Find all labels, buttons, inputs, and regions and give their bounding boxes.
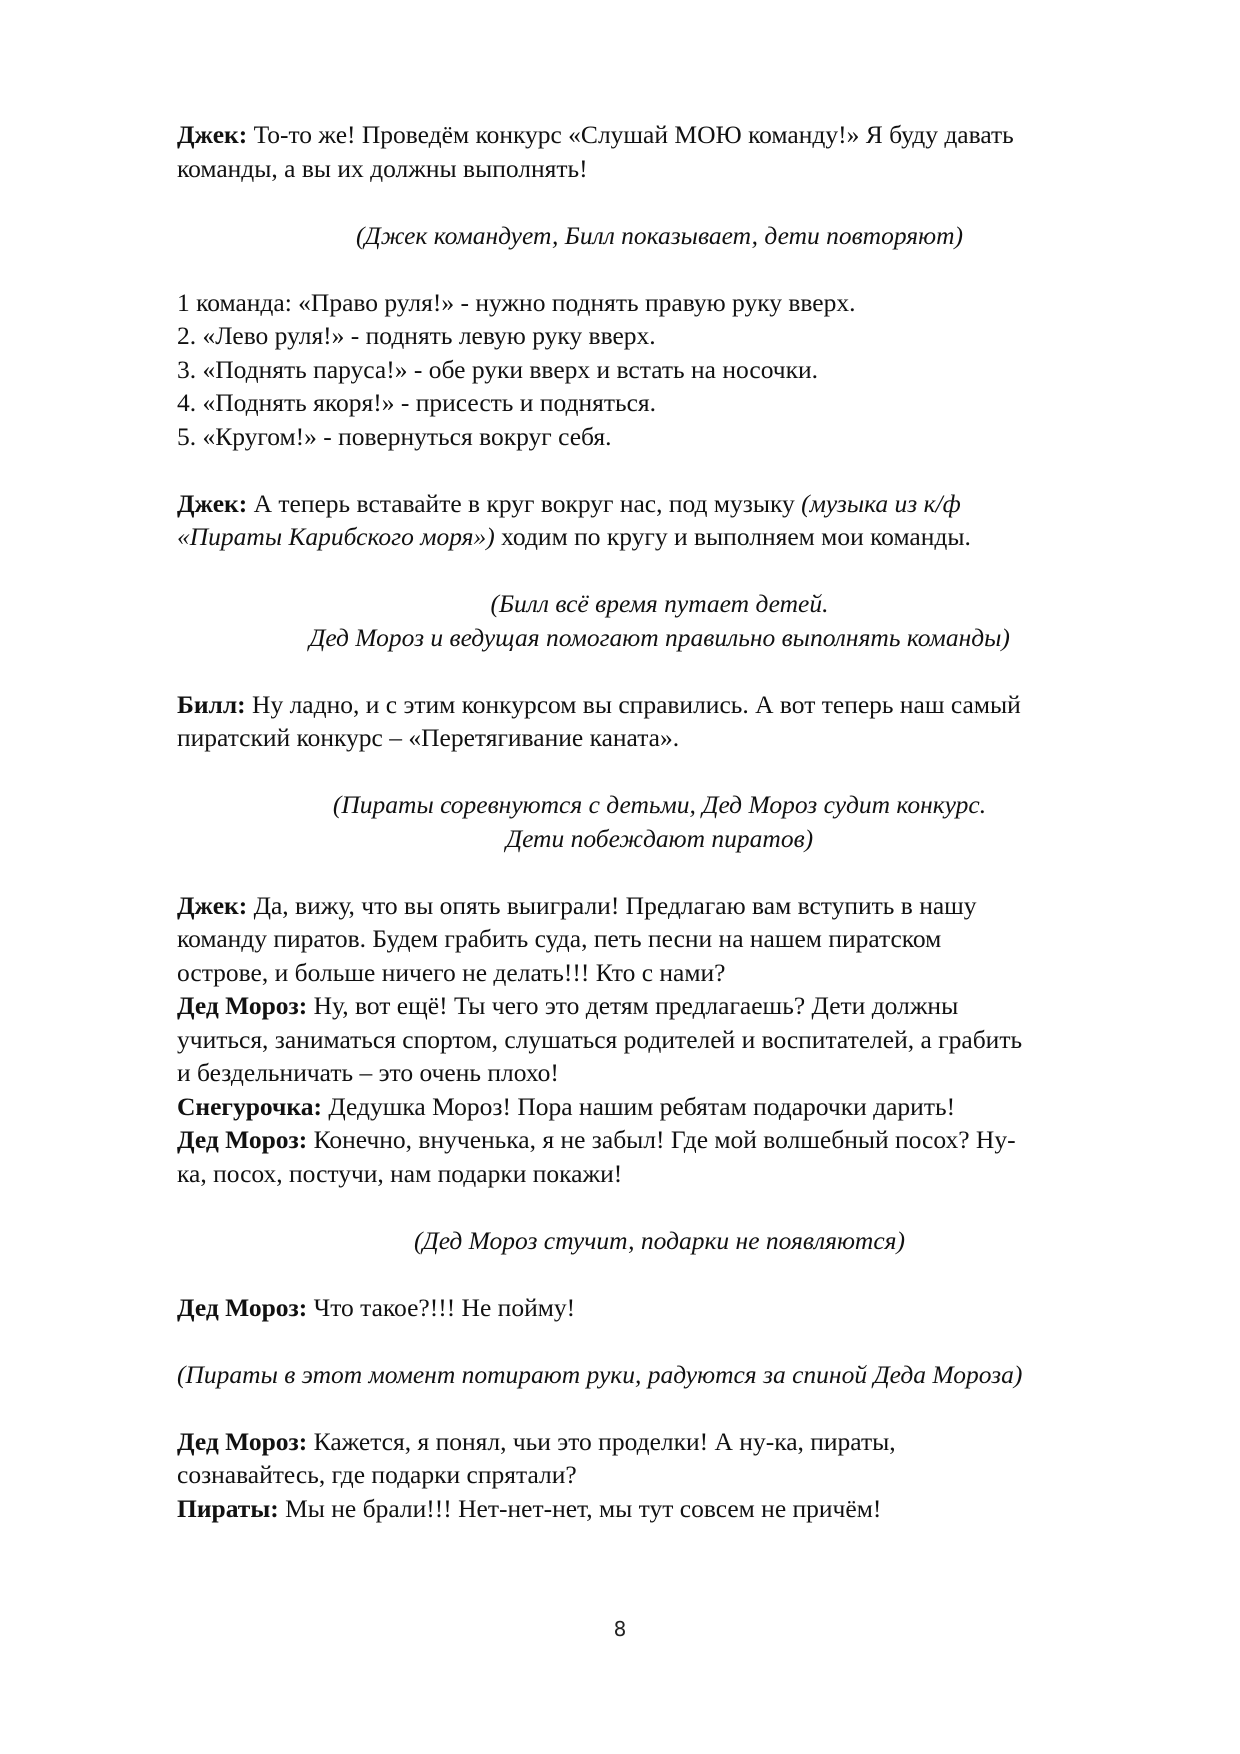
command-item: 5. «Кругом!» - повернуться вокруг себя. xyxy=(177,421,612,451)
dialogue-line: Дед Мороз: Кажется, я понял, чьи это проделки! А ну-ка, пираты, xyxy=(177,1426,896,1456)
stage-direction: (Джек командует, Билл показывает, дети повторяют) xyxy=(355,220,963,250)
dialogue-line: сознавайтесь, где подарки спрятали? xyxy=(177,1460,577,1489)
dialogue-line: Дед Мороз: Что такое?!!! Не пойму! xyxy=(177,1292,576,1322)
speaker-name: Джек: xyxy=(177,890,248,920)
speaker-name: Дед Мороз: xyxy=(177,1125,308,1154)
command-item: 3. «Поднять паруса!» - обе руки вверх и встать на носочки. xyxy=(177,354,819,384)
dialogue-line: пиратский конкурс – «Перетягивание каната». xyxy=(177,723,680,752)
speaker-name: Дед Мороз: xyxy=(177,1292,308,1322)
dialogue-line: Дед Мороз: Ну, вот ещё! Ты чего это детям предлагаешь? Дети должны xyxy=(177,991,959,1020)
stage-direction: (Дед Мороз стучит, подарки не появляются) xyxy=(414,1225,905,1255)
dialogue-line: команды, а вы их должны выполнять! xyxy=(177,153,588,183)
speaker-name: Джек: xyxy=(177,488,248,518)
dialogue-line: Снегурочка: Дедушка Мороз! Пора нашим ребятам подарочки дарить! xyxy=(177,1091,956,1121)
command-item: 1 команда: «Право руля!» - нужно поднять правую руку вверх. xyxy=(177,287,856,317)
command-item: 4. «Поднять якоря!» - присесть и подняться. xyxy=(177,388,657,417)
dialogue-line: «Пираты Карибского моря») ходим по кругу и выполняем мои команды. xyxy=(177,522,971,551)
dialogue-line: Билл: Ну ладно, и с этим конкурсом вы справились. А вот теперь наш самый xyxy=(177,689,1021,719)
stage-direction: (Пираты соревнуются с детьми, Дед Мороз судит конкурс. xyxy=(332,790,987,819)
speaker-name: Джек: xyxy=(177,120,248,149)
document-page xyxy=(177,118,1142,1525)
speaker-name: Снегурочка: xyxy=(177,1091,322,1121)
page-number: 8 xyxy=(613,1617,627,1641)
speaker-name: Дед Мороз: xyxy=(177,1426,308,1456)
dialogue-line: Дед Мороз: Конечно, внученька, я не забыл! Где мой волшебный посох? Ну- xyxy=(177,1125,1016,1154)
dialogue-line: учиться, заниматься спортом, слушаться родителей и воспитателей, а грабить xyxy=(177,1024,1023,1054)
dialogue-line: ка, посох, постучи, нам подарки покажи! xyxy=(177,1158,623,1188)
speaker-name: Билл: xyxy=(177,689,246,719)
command-item: 2. «Лево руля!» - поднять левую руку вверх. xyxy=(177,321,656,350)
dialogue-line: острове, и больше ничего не делать!!! Кто с нами? xyxy=(177,957,726,987)
speaker-name: Дед Мороз: xyxy=(177,991,308,1020)
dialogue-line: Пираты: Мы не брали!!! Нет-нет-нет, мы тут совсем не причём! xyxy=(177,1493,882,1523)
stage-direction: (Пираты в этот момент потирают руки, радуются за спиной Деда Мороза) xyxy=(177,1359,1023,1389)
dialogue-line: и бездельничать – это очень плохо! xyxy=(177,1058,559,1087)
dialogue-line: команду пиратов. Будем грабить суда, петь песни на нашем пиратском xyxy=(177,924,942,953)
stage-direction: Дед Мороз и ведущая помогают правильно выполнять команды) xyxy=(309,622,1010,652)
dialogue-line: Джек: Да, вижу, что вы опять выиграли! Предлагаю вам вступить в нашу xyxy=(177,890,977,920)
dialogue-line: Джек: А теперь вставайте в круг вокруг нас, под музыку (музыка из к/ф xyxy=(177,488,961,518)
dialogue-line: Джек: То-то же! Проведём конкурс «Слушай МОЮ команду!» Я буду давать xyxy=(177,120,1014,149)
stage-direction: Дети побеждают пиратов) xyxy=(505,823,814,853)
stage-direction: (Билл всё время путает детей. xyxy=(490,589,829,618)
speaker-name: Пираты: xyxy=(177,1493,279,1523)
